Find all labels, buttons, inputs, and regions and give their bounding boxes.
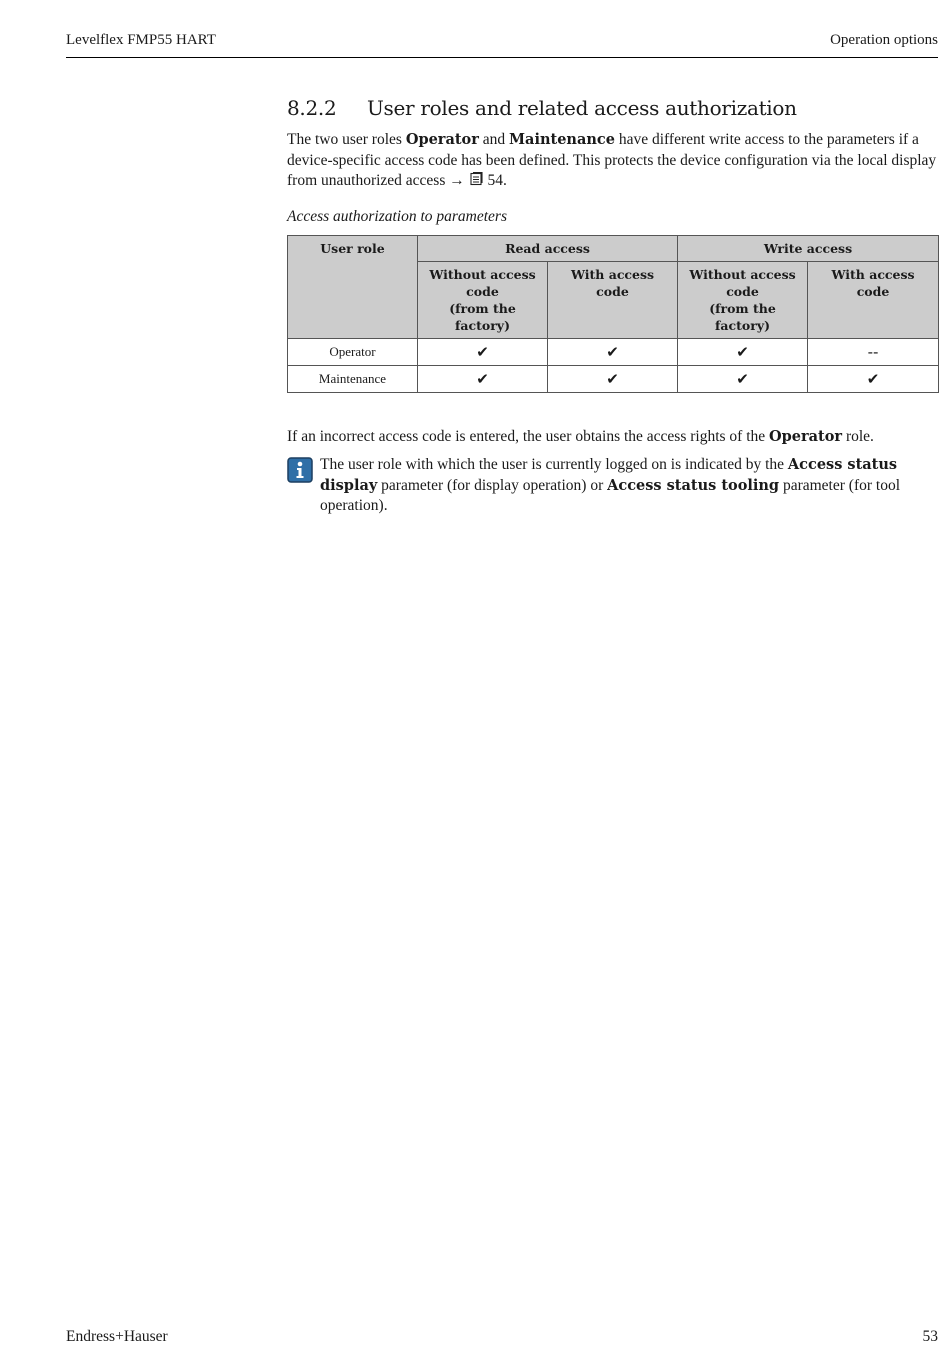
header-write-access: Write access xyxy=(678,235,939,261)
page-reference-link[interactable]: 54. xyxy=(483,172,507,189)
info-note xyxy=(287,455,938,517)
section-title: User roles and related access authorization xyxy=(367,96,797,120)
section-number: 8.2.2 xyxy=(287,96,337,120)
check-icon: ✔ xyxy=(548,338,678,365)
incorrect-bold-operator: Operator xyxy=(769,427,843,445)
page-number: 53 xyxy=(922,1328,938,1345)
info-icon xyxy=(287,455,320,517)
intro-text-1: The two user roles xyxy=(287,131,406,148)
incorrect-code-paragraph xyxy=(287,427,938,448)
check-icon: ✔ xyxy=(808,365,939,392)
header-chapter-title: Operation options xyxy=(830,32,938,48)
access-authorization-table xyxy=(287,235,939,393)
subheader-write-with-code: With access code xyxy=(808,261,939,338)
check-icon: ✔ xyxy=(548,365,678,392)
note-bold-access-status-display: Access status display xyxy=(320,456,898,494)
subheader-write-without-code: Without access code (from the factory) xyxy=(678,261,808,338)
table-caption: Access authorization to parameters xyxy=(287,207,507,225)
check-icon: ✔ xyxy=(678,365,808,392)
role-cell: Maintenance xyxy=(288,365,418,392)
incorrect-text-1: If an incorrect access code is entered, the user obtains the access rights of the xyxy=(287,427,770,445)
incorrect-text-2: role. xyxy=(842,427,874,445)
intro-text-3: have different write access to the parameters if a device-specific access code has been defined. This protects the device configuration via the local display from unauthorized access xyxy=(287,131,937,189)
note-text-2: parameter (for display operation) or xyxy=(377,476,608,494)
arrow-icon: → xyxy=(449,172,465,189)
note-text-3: parameter (for tool operation). xyxy=(320,476,901,514)
note-text-1: The user role with which the user is currently logged on is indicated by the xyxy=(320,456,788,473)
no-access-cell: -- xyxy=(808,338,939,365)
table-row xyxy=(288,338,939,365)
header-product-name: Levelflex FMP55 HART xyxy=(66,32,216,48)
footer-brand: Endress+Hauser xyxy=(66,1328,168,1345)
table-header-row xyxy=(288,235,939,261)
subheader-read-without-code: Without access code (from the factory) xyxy=(418,261,548,338)
note-bold-access-status-tooling: Access status tooling xyxy=(607,476,780,494)
intro-paragraph xyxy=(287,130,938,192)
subheader-read-with-code: With access code xyxy=(548,261,678,338)
check-icon: ✔ xyxy=(678,338,808,365)
page-content xyxy=(287,96,938,517)
header-divider xyxy=(66,57,938,58)
table-row xyxy=(288,365,939,392)
check-icon: ✔ xyxy=(418,365,548,392)
intro-bold-operator: Operator xyxy=(405,131,479,148)
role-cell: Operator xyxy=(288,338,418,365)
note-text xyxy=(320,455,938,517)
intro-bold-maintenance: Maintenance xyxy=(509,131,615,148)
header-user-role: User role xyxy=(288,235,418,338)
section-heading xyxy=(287,96,938,120)
header-read-access: Read access xyxy=(418,235,678,261)
intro-text-2: and xyxy=(478,131,509,148)
page-reference-icon xyxy=(469,172,484,189)
check-icon: ✔ xyxy=(418,338,548,365)
